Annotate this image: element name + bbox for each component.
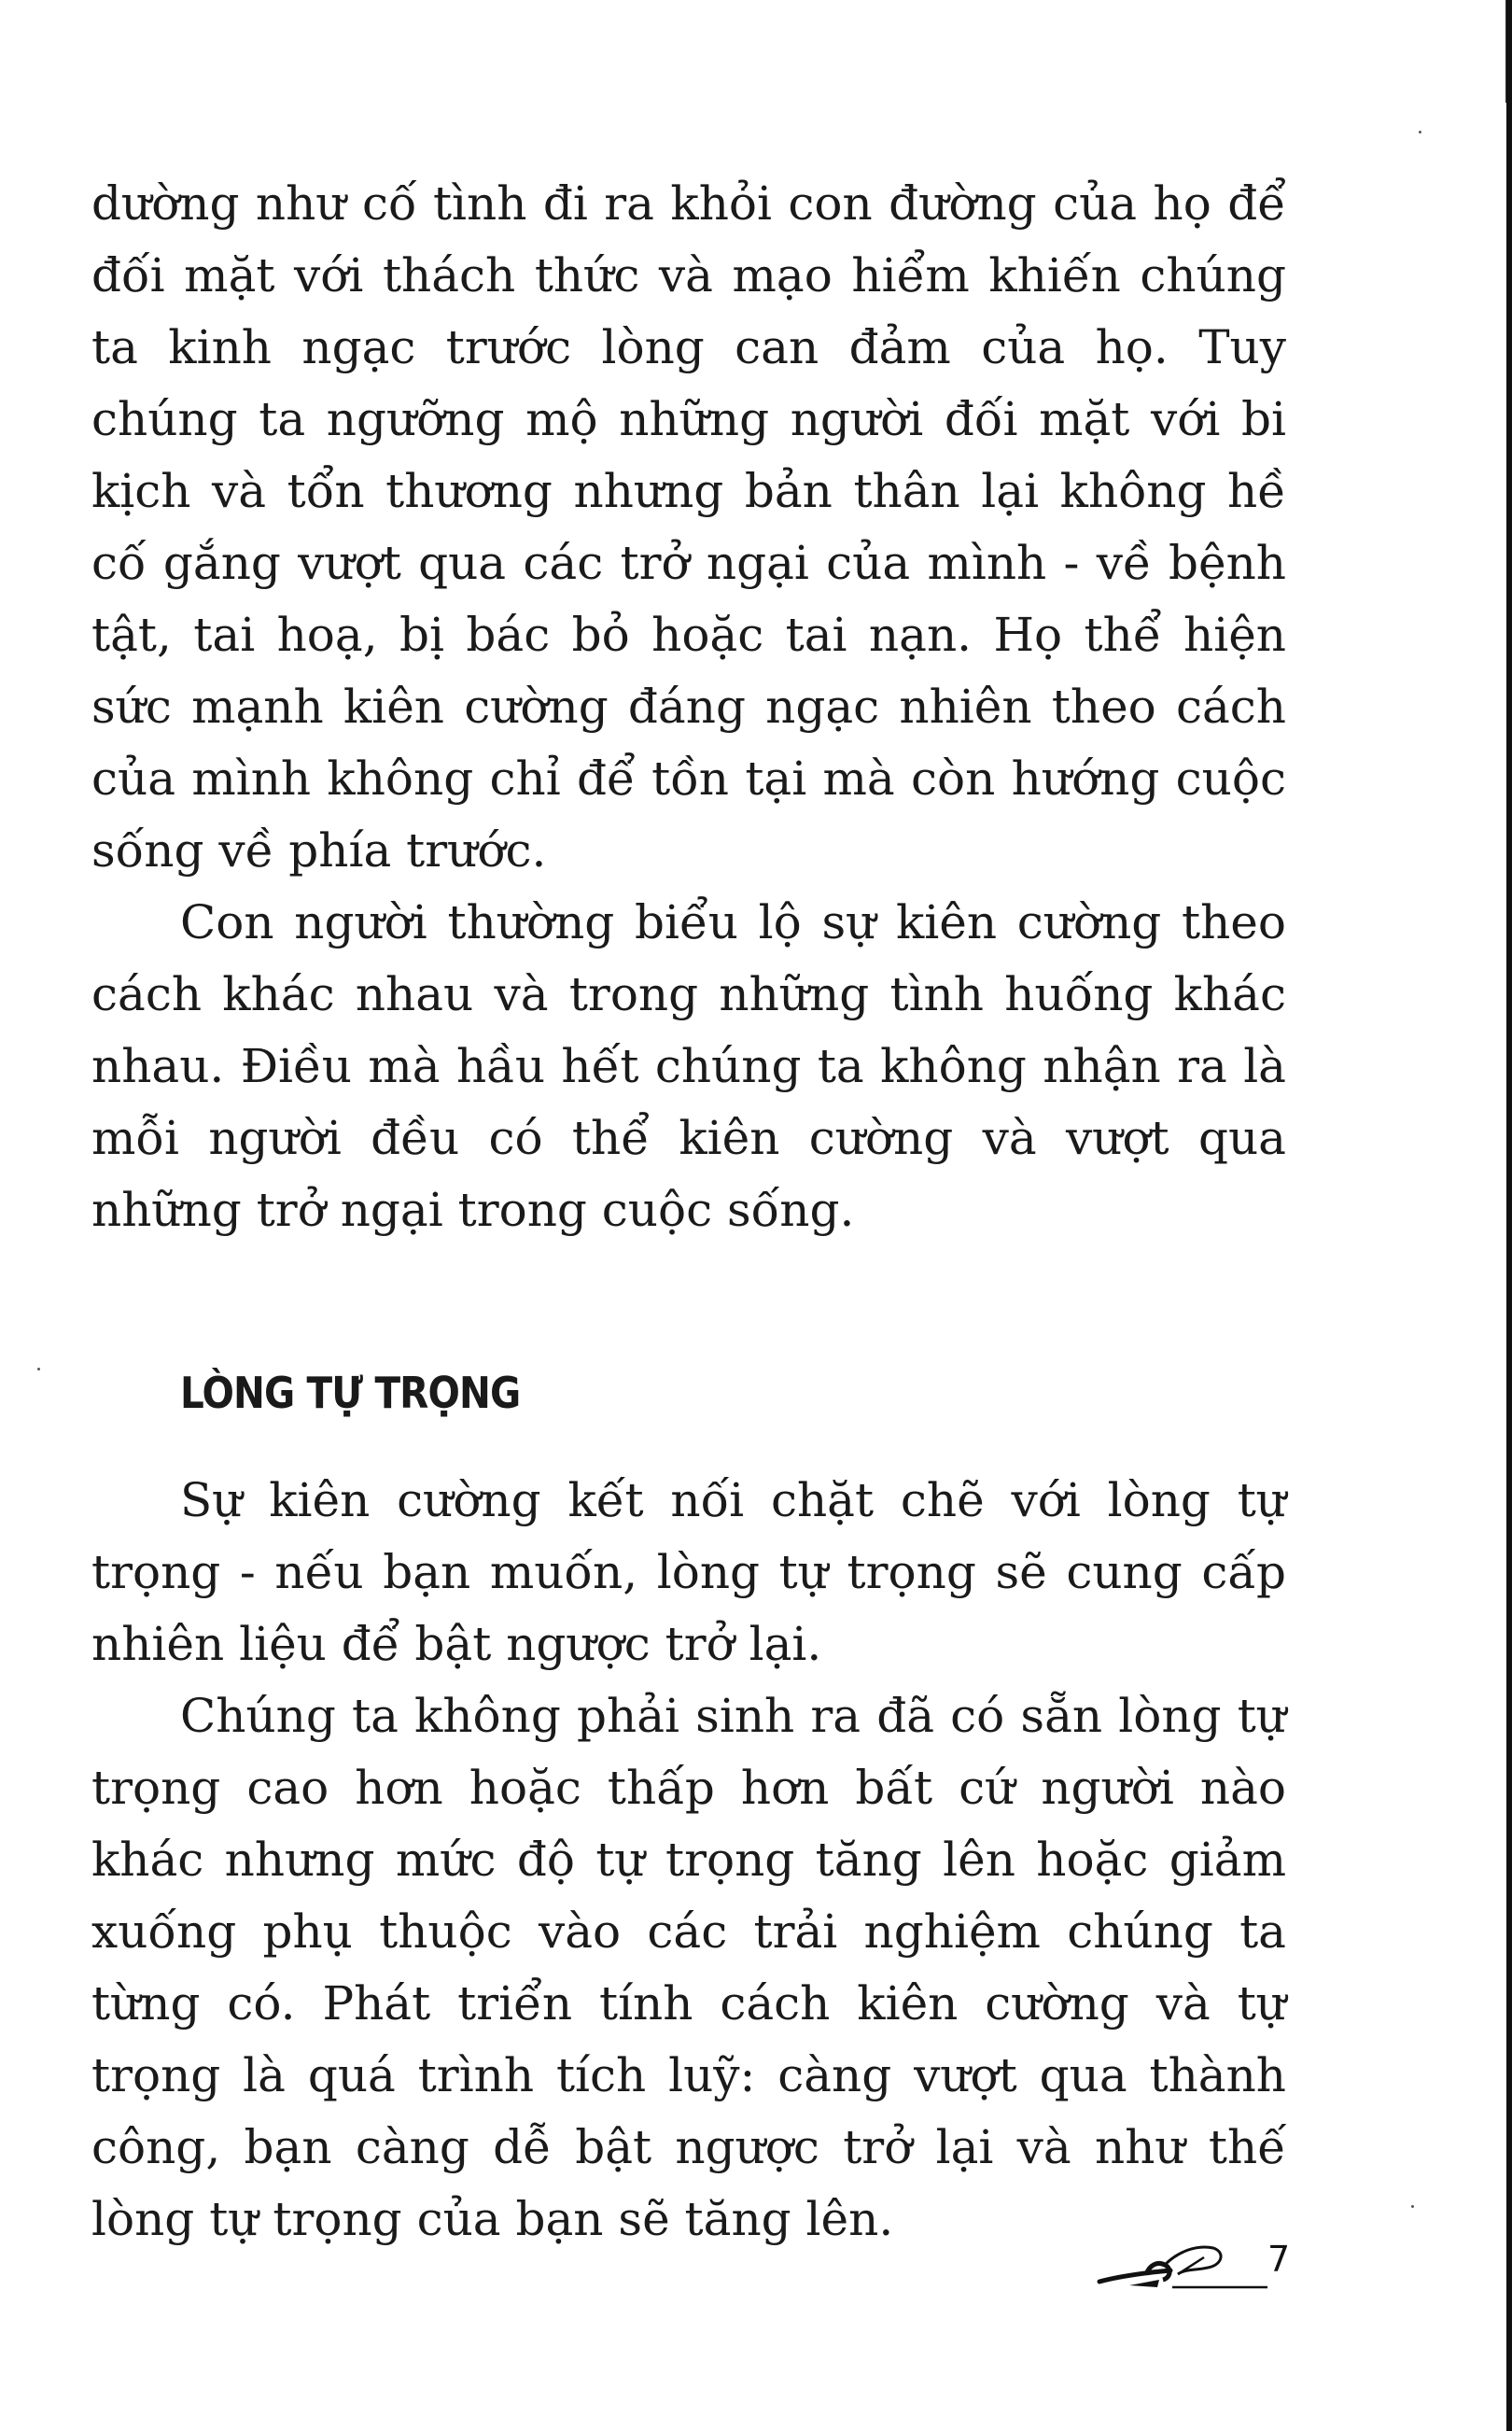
page-number: 7 <box>1267 2239 1291 2280</box>
scan-speck <box>37 1368 40 1370</box>
page-footer <box>1092 2233 1297 2298</box>
section-heading: LÒNG TỰ TRỌNG <box>180 1368 521 1418</box>
scan-speck <box>1419 131 1421 133</box>
paragraph-resilience-expression: Con người thường biểu lộ sự kiên cường theo cách khác nhau và trong những tình huống khác nhau. Điều mà hầu hết chúng ta không nhận ra là mỗi người đều có thể kiên cường và vượt qua những trở ngại trong cuộc sống. <box>91 895 1286 1237</box>
hand-drawn-figure-icon <box>1092 2233 1279 2298</box>
paragraph-self-esteem-link: Sự kiên cường kết nối chặt chẽ với lòng tự trọng - nếu bạn muốn, lòng tự trọng sẽ cung cấp nhiên liệu để bật ngược trở lại. <box>91 1473 1286 1671</box>
paragraph-continued: dường như cố tình đi ra khỏi con đường của họ để đối mặt với thách thức và mạo hiểm khiến chúng ta kinh ngạc trước lòng can đảm của họ. Tuy chúng ta ngưỡng mộ những người đối mặt với bi kịch và tổn thương nhưng bản thân lại không hề cố gắng vượt qua các trở ngại của mình - về bệnh tật, tai hoạ, bị bác bỏ hoặc tai nạn. Họ thể hiện sức mạnh kiên cường đáng ngạc nhiên theo cách của mình không chỉ để tồn tại mà còn hướng cuộc sống về phía trước. <box>91 176 1286 878</box>
scan-speck <box>1411 2205 1414 2208</box>
page-edge-line <box>1505 0 1506 103</box>
page-body <box>91 168 1286 2255</box>
paragraph-self-esteem-growth: Chúng ta không phải sinh ra đã có sẵn lòng tự trọng cao hơn hoặc thấp hơn bất cứ người nào khác nhưng mức độ tự trọng tăng lên hoặc giảm xuống phụ thuộc vào các trải nghiệm chúng ta từng có. Phát triển tính cách kiên cường và tự trọng là quá trình tích luỹ: càng vượt qua thành công, bạn càng dễ bật ngược trở lại và như thế lòng tự trọng của bạn sẽ tăng lên. <box>91 1689 1286 2246</box>
page-edge-shadow <box>1506 0 1512 2431</box>
